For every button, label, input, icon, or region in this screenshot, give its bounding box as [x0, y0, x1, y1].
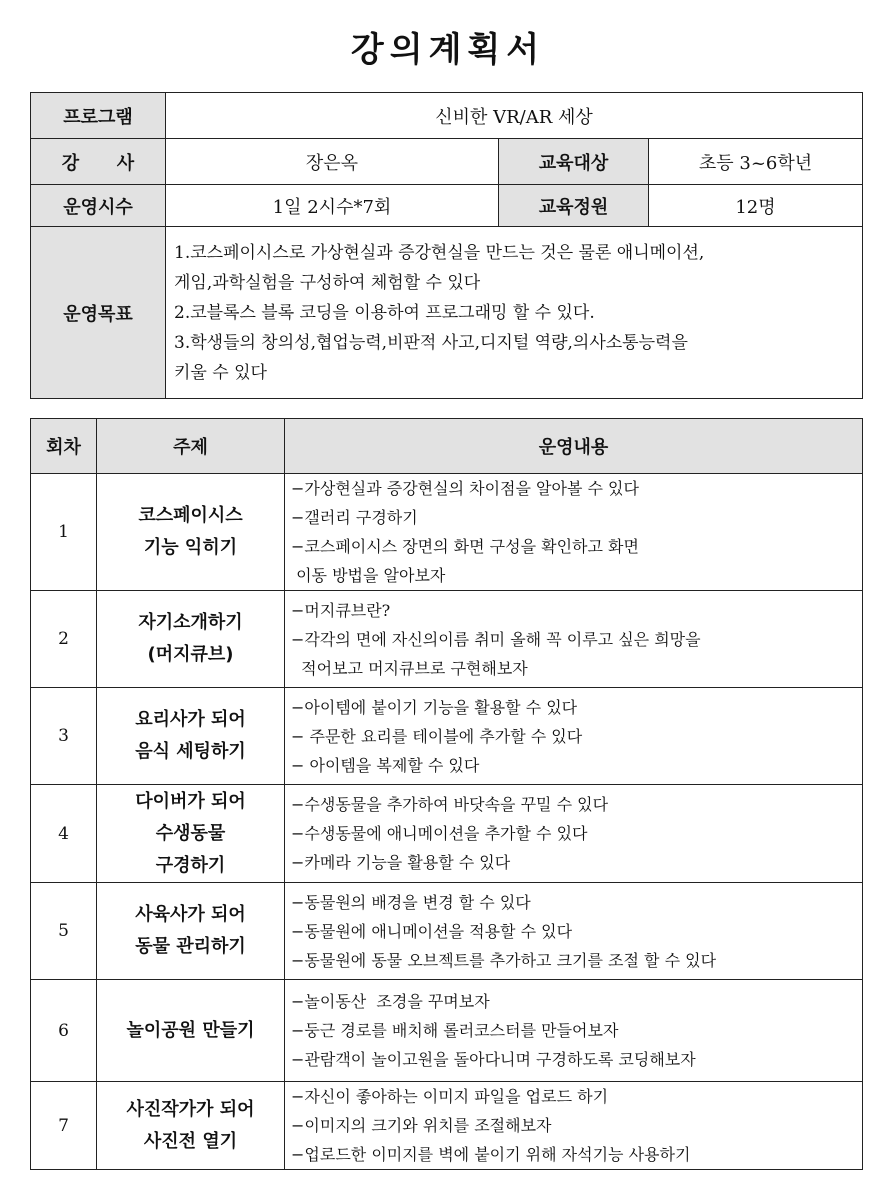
session-topic: [97, 883, 285, 980]
session-topic: [97, 688, 285, 785]
content-line: 적어보고 머지큐브로 구현해보자: [291, 658, 528, 678]
content-line: −관람객이 놀이고원을 돌아다니며 구경하도록 코딩해보자: [291, 1050, 696, 1069]
session-number: 5: [31, 883, 97, 980]
program-value: 신비한 VR/AR 세상: [166, 93, 863, 139]
session-content: [285, 883, 863, 980]
topic-line: 사육사가 되어: [135, 904, 246, 925]
content-line: −자신이 좋아하는 이미지 파일을 업로드 하기: [291, 1087, 609, 1106]
target-label: 교육대상: [499, 139, 649, 185]
table-row: [31, 591, 863, 688]
hours-value: 1일 2시수*7회: [166, 185, 499, 227]
table-row: [31, 883, 863, 980]
topic-line: 자기소개하기: [138, 612, 243, 633]
session-number: 4: [31, 785, 97, 883]
topic-line: 놀이공원 만들기: [126, 1019, 255, 1041]
session-content: [285, 785, 863, 883]
content-line: −수생동물에 애니메이션을 추가할 수 있다: [291, 824, 588, 843]
table-row: [31, 1082, 863, 1170]
session-content: [285, 980, 863, 1082]
goal-line: 키울 수 있다: [174, 362, 267, 383]
topic-line: 코스페이시스: [138, 505, 243, 526]
program-label: 프로그램: [31, 93, 166, 139]
target-value: 초등 3~6학년: [649, 139, 863, 185]
topic-line: 동물 관리하기: [135, 936, 246, 957]
session-topic: [97, 591, 285, 688]
content-line: −카메라 기능을 활용할 수 있다: [291, 853, 511, 872]
hours-label: 운영시수: [31, 185, 166, 227]
content-line: − 아이템을 복제할 수 있다: [291, 755, 480, 775]
header-session: 회차: [31, 419, 97, 474]
content-line: −놀이동산 조경을 꾸며보자: [291, 992, 490, 1011]
goal-line: 2.코블록스 블록 코딩을 이용하여 프로그래밍 할 수 있다.: [174, 302, 595, 323]
header-content: 운영내용: [285, 419, 863, 474]
teacher-value: 장은옥: [166, 139, 499, 185]
session-content: [285, 591, 863, 688]
session-number: 3: [31, 688, 97, 785]
topic-line: 요리사가 되어: [135, 709, 246, 730]
session-topic: [97, 785, 285, 883]
topic-line: 사진전 열기: [143, 1130, 238, 1152]
topic-line: 음식 세팅하기: [135, 741, 246, 762]
topic-line: 다이버가 되어: [135, 790, 246, 812]
topic-line: 구경하기: [155, 854, 226, 876]
content-line: −코스페이시스 장면의 화면 구성을 확인하고 화면: [291, 537, 639, 556]
content-line: −동물원에 애니메이션을 적용할 수 있다: [291, 921, 573, 941]
session-number: 2: [31, 591, 97, 688]
topic-line: 수생동물: [155, 822, 226, 844]
goal-line: 1.코스페이시스로 가상현실과 증강현실을 만드는 것은 물론 애니메이션,: [174, 242, 705, 263]
session-content: [285, 1082, 863, 1170]
content-line: −가상현실과 증강현실의 차이점을 알아볼 수 있다: [291, 479, 639, 498]
content-line: − 주문한 요리를 테이블에 추가할 수 있다: [291, 726, 583, 746]
table-row: [31, 474, 863, 591]
capacity-label: 교육정원: [499, 185, 649, 227]
content-line: −이미지의 크기와 위치를 조절해보자: [291, 1116, 552, 1135]
session-content: [285, 688, 863, 785]
content-line: −각각의 면에 자신의이름 취미 올해 꼭 이루고 싶은 희망을: [291, 629, 701, 649]
content-line: 이동 방법을 알아보자: [291, 566, 446, 585]
table-row: [31, 980, 863, 1082]
table-row: [31, 785, 863, 883]
document-title: 강의계획서: [350, 30, 546, 70]
topic-line: 기능 익히기: [143, 537, 238, 558]
session-topic: [97, 980, 285, 1082]
content-line: −갤러리 구경하기: [291, 508, 418, 527]
session-content: [285, 474, 863, 591]
topic-line: 사진작가가 되어: [126, 1098, 255, 1120]
goal-line: 3.학생들의 창의성,협업능력,비판적 사고,디지털 역량,의사소통능력을: [174, 332, 688, 353]
course-info-table: [30, 92, 863, 399]
capacity-value: 12명: [649, 185, 863, 227]
content-line: −동물원의 배경을 변경 할 수 있다: [291, 892, 531, 912]
goals-cell: [166, 227, 863, 399]
session-topic: [97, 1082, 285, 1170]
header-topic: 주제: [97, 419, 285, 474]
content-line: −머지큐브란?: [291, 600, 391, 620]
goals-label: 운영목표: [31, 227, 166, 399]
content-line: −동물원에 동물 오브젝트를 추가하고 크기를 조절 할 수 있다: [291, 950, 717, 970]
table-row: [31, 688, 863, 785]
session-number: 1: [31, 474, 97, 591]
session-topic: [97, 474, 285, 591]
topic-line: (머지큐브): [147, 644, 234, 665]
content-line: −수생동물을 추가하여 바닷속을 꾸밀 수 있다: [291, 795, 609, 814]
session-plan-table: [30, 418, 863, 1170]
teacher-label: 강 사: [31, 139, 166, 185]
content-line: −아이템에 붙이기 기능을 활용할 수 있다: [291, 697, 578, 717]
content-line: −업로드한 이미지를 벽에 붙이기 위해 자석기능 사용하기: [291, 1145, 691, 1164]
session-number: 6: [31, 980, 97, 1082]
goal-line: 게임,과학실험을 구성하여 체험할 수 있다: [174, 272, 481, 293]
session-number: 7: [31, 1082, 97, 1170]
content-line: −둥근 경로를 배치해 롤러코스터를 만들어보자: [291, 1021, 619, 1040]
